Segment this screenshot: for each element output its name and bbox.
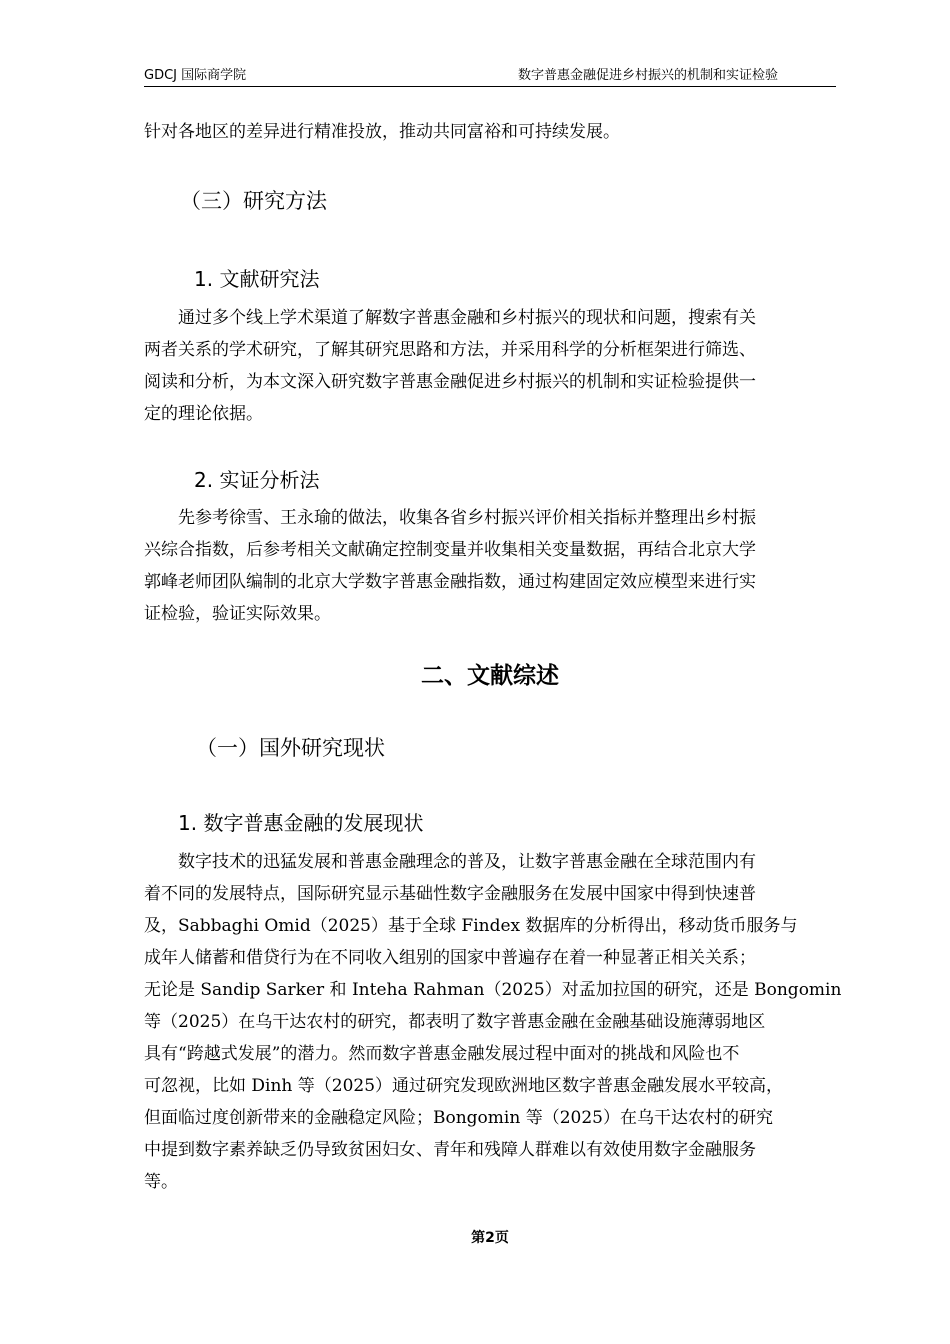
paragraph-line: 无论是 Sandip Sarker 和 Inteha Rahman（2025）对孟加拉国的研究，还是 Bongomin [144, 980, 842, 1000]
paragraph-line: 证检验，验证实际效果。 [144, 604, 331, 624]
subheading-digital-finance-status: 1. 数字普惠金融的发展现状 [178, 811, 424, 835]
header-institution: GDCJ 国际商学院 [144, 68, 247, 83]
paragraph-line: 先参考徐雪、王永瑜的做法，收集各省乡村振兴评价相关指标并整理出乡村振 [144, 508, 756, 528]
page-number: 第2页 [471, 1230, 509, 1246]
section-heading-research-methods: （三）研究方法 [180, 189, 327, 213]
page-header [144, 66, 836, 87]
paragraph-line: 中提到数字素养缺乏仍导致贫困妇女、青年和残障人群难以有效使用数字金融服务 [144, 1140, 756, 1160]
paragraph-line: 定的理论依据。 [144, 404, 263, 424]
paragraph-line: 成年人储蓄和借贷行为在不同收入组别的国家中普遍存在着一种显著正相关关系； [144, 948, 756, 968]
paragraph-line: 着不同的发展特点，国际研究显示基础性数字金融服务在发展中国家中得到快速普 [144, 884, 756, 904]
paragraph-line: 等。 [144, 1172, 178, 1192]
paragraph-line: 兴综合指数，后参考相关文献确定控制变量并收集相关变量数据，再结合北京大学 [144, 540, 756, 560]
paragraph-line: 具有“跨越式发展”的潜力。然而数字普惠金融发展过程中面对的挑战和风险也不 [144, 1044, 740, 1064]
paragraph-line: 郭峰老师团队编制的北京大学数字普惠金融指数，通过构建固定效应模型来进行实 [144, 572, 756, 592]
paragraph-line: 等（2025）在乌干达农村的研究，都表明了数字普惠金融在金融基础设施薄弱地区 [144, 1012, 766, 1032]
section-heading-foreign-research: （一）国外研究现状 [196, 736, 385, 760]
paragraph-line: 两者关系的学术研究，了解其研究思路和方法，并采用科学的分析框架进行筛选、 [144, 340, 756, 360]
paragraph-line: 及，Sabbaghi Omid（2025）基于全球 Findex 数据库的分析得出，移动货币服务与 [144, 916, 798, 936]
paragraph-line: 数字技术的迅猛发展和普惠金融理念的普及，让数字普惠金融在全球范围内有 [144, 852, 756, 872]
paragraph-line: 可忽视，比如 Dinh 等（2025）通过研究发现欧洲地区数字普惠金融发展水平较高， [144, 1076, 784, 1096]
intro-paragraph-line: 针对各地区的差异进行精准投放，推动共同富裕和可持续发展。 [144, 122, 620, 142]
chapter-heading-literature-review: 二、文献综述 [421, 663, 559, 689]
subheading-literature-method: 1. 文献研究法 [194, 267, 320, 291]
paragraph-line: 阅读和分析，为本文深入研究数字普惠金融促进乡村振兴的机制和实证检验提供一 [144, 372, 756, 392]
header-paper-title: 数字普惠金融促进乡村振兴的机制和实证检验 [517, 68, 778, 83]
paragraph-line: 但面临过度创新带来的金融稳定风险；Bongomin 等（2025）在乌干达农村的研究 [144, 1108, 773, 1128]
paragraph-line: 通过多个线上学术渠道了解数字普惠金融和乡村振兴的现状和问题，搜索有关 [144, 308, 756, 328]
subheading-empirical-method: 2. 实证分析法 [194, 468, 320, 492]
